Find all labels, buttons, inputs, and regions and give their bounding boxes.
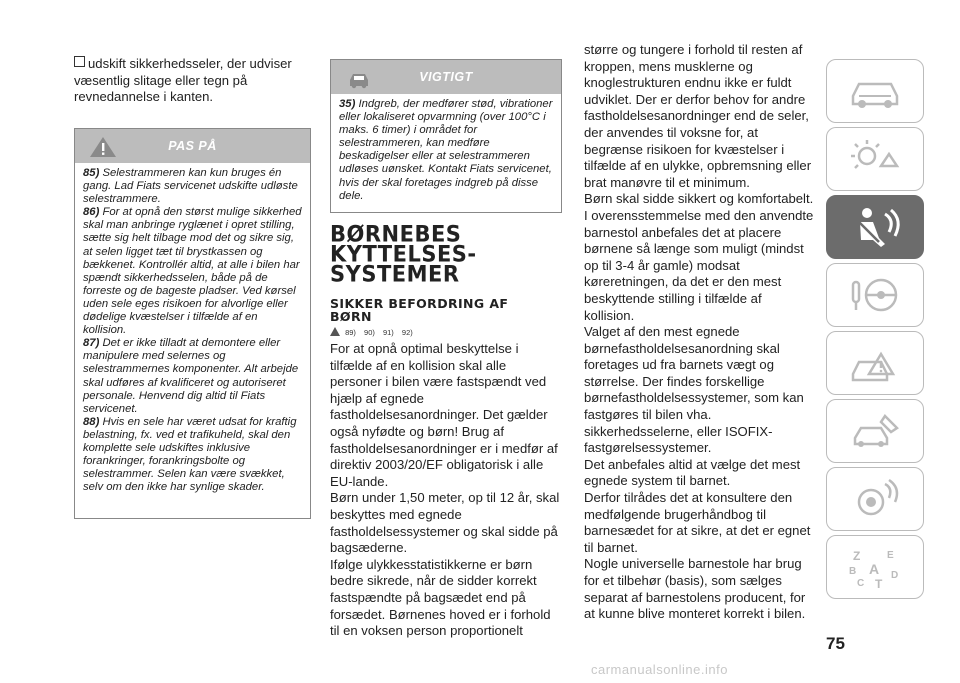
- intro-paragraph: [74, 56, 310, 106]
- caution-box-header: [75, 129, 310, 163]
- checkbox-icon: [74, 56, 85, 67]
- svg-text:A: A: [869, 561, 880, 577]
- dashboard-lights-icon: [845, 136, 905, 182]
- body-paragraph: større og tungere i forhold til resten af kroppen, mens musklerne og knoglestrukturen endnu ikke er fuldt udviklet. Der er derfor behov for andre fastholdelsesanordninger end de seler, der anvendes til voksne for, at begrænse risikoen for kvæstelser i tilfælde af en ulykke, opbremsning eller brat manøvre til et minimum.: [584, 42, 812, 190]
- body-paragraph: For at opnå optimal beskyttelse i tilfælde af en kollision skal alle personer i bilen være fastspændt ved hjælp af egnede fastholdelsesanordninger. Det gælder også nyfødte og børn! Brug af fastholdelsesanordninger er i medfør af direktiv 2003/20/EF obligatorisk i alle EU-lande.: [330, 341, 558, 489]
- svg-text:E: E: [887, 550, 894, 561]
- note-item: 85) Selestrammeren kan kun bruges én gang. Lad Fiats servicenet udskifte udløste selestrammere.: [83, 167, 298, 206]
- caution-box-title: PAS PÅ: [168, 139, 217, 153]
- key-steering-icon: [845, 272, 905, 318]
- caution-notes: [75, 163, 310, 500]
- body-paragraph: Børn under 1,50 meter, op til 12 år, skal beskyttes med egnede fastholdelsessystemer og skal sidde på bagsæderne.: [330, 490, 560, 556]
- important-box-title: VIGTIGT: [419, 70, 473, 84]
- chapter-tabs: [826, 59, 922, 603]
- index-letters-icon: [845, 544, 905, 590]
- body-paragraph: Ifølge ulykkesstatistikkerne er børn bedre sikrede, når de sidder korrekt fastspændte på bagsædet end på forsædet. Børnenes hoved er i forhold til en voksen person proportionelt: [330, 556, 551, 639]
- intro-text: udskift sikkerhedsseler, der udviser væsentlig slitage eller tegn på revnedannelse i kanten.: [74, 56, 292, 105]
- car-icon: [845, 68, 905, 114]
- important-box: [330, 59, 562, 213]
- body-paragraph: Det anbefales altid at vælge det mest egnede system til barnet.: [584, 456, 801, 489]
- reference-notes: 89) 90) 91) 92): [330, 327, 560, 337]
- body-paragraph: Derfor tilrådes det at konsultere den medfølgende brugerhåndbog til barnesædet for at sikre, at det er egnet til barnet.: [584, 490, 811, 555]
- media-icon: [845, 476, 905, 522]
- note-item: 86) For at opnå den størst mulige sikkerhed skal man anbringe ryglænet i opret stilling, sætte sig helt tilbage mod det og sikre sig, at selen ligget tæt til brystkassen og bækkenet. Kontrollér altid, at alle i bilen har spændt sikkerhedsselen, både på de forreste og de bageste pladser. Ved kørsel uden sele eges risikoen for alvorlige eller dødelige kvæstelser i tilfælde af en kollision.: [83, 206, 302, 337]
- tab-multimedia[interactable]: [826, 467, 924, 531]
- page-number: 75: [826, 634, 845, 653]
- left-column: [74, 0, 310, 106]
- tab-dashboard[interactable]: [826, 127, 924, 191]
- subsection-title: SIKKER BEFORDRING AF BØRN: [330, 296, 509, 324]
- middle-column: [330, 221, 560, 640]
- section-title: BØRNEBES KYTTELSES- SYSTEMER: [330, 221, 477, 287]
- right-column: [584, 0, 814, 623]
- maintenance-icon: [845, 408, 905, 454]
- svg-text:Z: Z: [853, 549, 861, 563]
- tab-safety[interactable]: [826, 195, 924, 259]
- footer-watermark: carmanualsonline.info: [591, 662, 728, 677]
- svg-text:B: B: [849, 566, 857, 577]
- tab-index[interactable]: [826, 535, 924, 599]
- note-item: 88) Hvis en sele har været udsat for kraftig belastning, fx. ved et trafikuheld, skal den komplette sele udskiftes inklusive forankringer, forankringsbolte og selestrammer. Selen kan være svækket, selv om den ikke har synlige skader.: [83, 415, 297, 494]
- important-box-header: [331, 60, 561, 94]
- svg-text:C: C: [857, 578, 865, 589]
- tab-maintenance[interactable]: [826, 399, 924, 463]
- important-note: 35) Indgreb, der medfører stød, vibrationer eller lokaliseret opvarmning (over 100°C i maks. 6 timer) i området for selestrammeren, kan medføre beskadigelser eller at selestrammeren udløses uønsket. Kontakt Fiats servicenet, hvis der skal foretages indgreb på disse dele.: [339, 98, 553, 202]
- warning-car-icon: [845, 340, 905, 386]
- warning-triangle-icon: [330, 327, 340, 336]
- caution-box: [74, 128, 311, 519]
- tab-emergency[interactable]: [826, 331, 924, 395]
- body-paragraph: Børn skal sidde sikkert og komfortabelt. I overensstemmelse med den anvendte barnestol anbefales det at placere børnene så længe som muligt (mindst op til 3-4 år gamle) modsat køreretningen, da det er den mest beskyttende stilling i tilfælde af kollision.: [584, 191, 814, 323]
- svg-text:D: D: [891, 570, 899, 581]
- body-paragraph: Valget af den mest egnede børnefastholdelsesanordning skal foretages ud fra barnets vægt og størrelse. Der findes forskellige børnefastholdelsessystemer, som kan fastgøres til bilen vha. sikkerhedsselerne, eller ISOFIX-fastgørelsessystemer.: [584, 324, 804, 456]
- tab-car[interactable]: [826, 59, 924, 123]
- svg-text:T: T: [875, 577, 883, 590]
- tab-starting-driving[interactable]: [826, 263, 924, 327]
- seat-airbag-icon: [845, 204, 905, 250]
- body-paragraph: Nogle universelle barnestole har brug for et tilbehør (basis), som sælges separat af barnestolens producent, for at kunne blive monteret korrekt i bilen.: [584, 556, 806, 622]
- note-item: 87) Det er ikke tilladt at demontere eller manipulere med selernes og selestrammernes komponenter. Alt arbejde skal udføres af kvalificeret og autoriseret personale. Henvend dig altid til Fiats servicenet.: [83, 337, 299, 415]
